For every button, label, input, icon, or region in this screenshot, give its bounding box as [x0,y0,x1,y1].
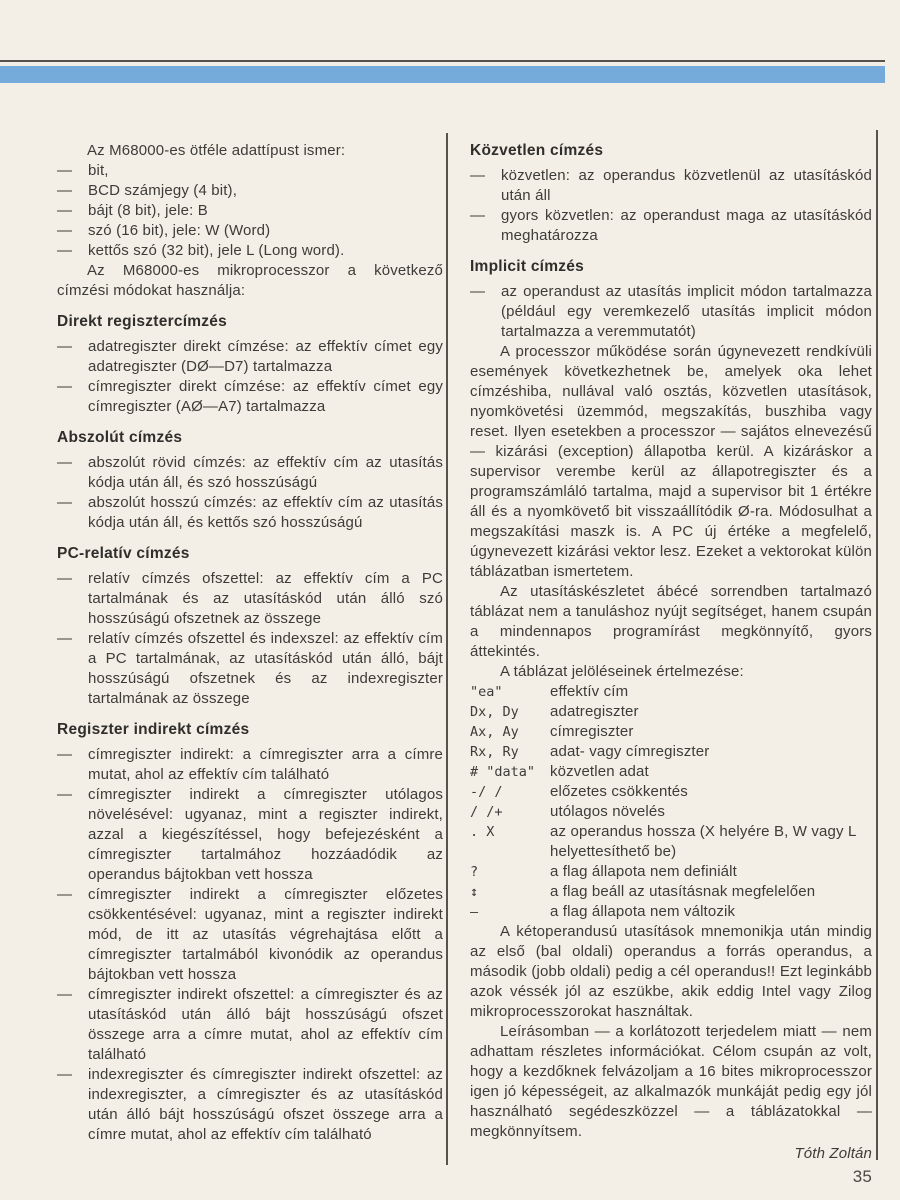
section-heading-abszolut-cimzes: Abszolút címzés [57,429,183,446]
intro-follow: Az M68000-es mikroprocesszor a következő címzési módokat használja: [57,262,443,299]
list-item-text: relatív címzés ofszettel: az effektív cím a PC tartalmának és az utasításkód után álló szó hosszúságú ofszetnek az összege [88,570,443,627]
glossary-symbol: Dx, Dy [470,704,519,720]
list-item [57,201,443,221]
list-item-text: címregiszter indirekt ofszettel: a címregiszter és az utasításkód után álló bájt hosszúságú ofszet összege arra a címre mutat, ahol az effektív cím található [88,986,443,1063]
glossary-meaning: közvetlen adat [550,763,649,780]
section-list [57,453,443,533]
glossary-row [470,882,872,902]
glossary-row [470,782,872,802]
list-item [57,377,443,417]
list-item-text: címregiszter indirekt a címregiszter utólagos növelésével: ugyanaz, mint a regiszter indirekt, azzal a kiegészítéssel, hogy befejezésként a címregiszter tartalmához hozzáadódik az operandus bájtokban vett hossza [88,786,443,883]
glossary-row [470,682,872,702]
dash-marker: — [57,746,73,763]
list-item [57,241,443,261]
glossary-symbol: -/ / [470,784,503,800]
list-item [57,181,443,201]
glossary-meaning: az operandus hossza (X helyére B, W vagy L helyettesíthető be) [550,823,856,860]
list-item-text: címregiszter direkt címzése: az effektív címet egy címregiszter (AØ—A7) tartalmazza [88,378,443,415]
section-heading-pc-relativ-cimzes: PC-relatív címzés [57,545,190,562]
page-number: 35 [852,1167,872,1186]
glossary-meaning: a flag beáll az utasításnak megfelelően [550,883,816,900]
glossary-meaning: előzetes csökkentés [550,783,688,800]
section-list [470,282,872,342]
section-list [470,166,872,246]
glossary-row [470,822,872,862]
list-item-text: gyors közvetlen: az operandust maga az utasításkód meghatározza [501,207,872,244]
glossary-row [470,762,872,782]
dash-marker: — [57,162,73,179]
section-heading-regiszter-indirekt-cimzes: Regiszter indirekt címzés [57,721,250,738]
dash-marker: — [57,202,73,219]
dash-marker: — [57,986,73,1003]
glossary-meaning: címregiszter [550,723,634,740]
list-item [470,206,872,246]
list-item [57,161,443,181]
right-edge-rule [876,130,878,1160]
dash-marker: — [57,886,73,903]
glossary-meaning: a flag állapota nem változik [550,903,736,920]
list-item [57,221,443,241]
glossary-symbol: / /+ [470,804,503,820]
dash-marker: — [470,207,486,224]
top-rule [0,60,885,62]
body-paragraph-operand-order: A kétoperandusú utasítások mnemonikja után mindig az első (bal oldali) operandus a forrás operandus, a második (jobb oldali) pedig a cél operandus!! Ezt leginkább azok véssék jól az eszükbe, akik eddig Intel vagy Zilog mikroprocesszorokat használtak. [470,923,872,1020]
list-item-text: relatív címzés ofszettel és indexszel: az effektív cím a PC tartalmának, az utasításkód után álló, bájt hosszúságú ofszetnek és az indexregiszter tartalmának az összege [88,630,443,707]
list-item [470,282,872,342]
dash-marker: — [57,338,73,355]
list-item [57,885,443,985]
glossary-symbol: Ax, Ay [470,724,519,740]
list-item [57,985,443,1065]
glossary-intro: A táblázat jelöléseinek értelmezése: [500,663,744,680]
list-item [57,745,443,785]
glossary-meaning: effektív cím [550,683,629,700]
header-blue-bar [0,66,885,83]
page-content [57,141,872,1164]
body-paragraph-exceptions: A processzor működése során úgynevezett rendkívüli események következhetnek be, amelyek oka lehet címzéshiba, nullával való osztás, közvetlen utasítások, nyomkövetési üzemmód, megszakítás, buszhiba vagy reset. Ilyen esetekben a processzor — sajátos elnevezésű — kizárási (exception) állapotba kerül. A kizáráskor a supervisor verembe kerül az állapotregiszter és a programszámláló tartalma, majd a supervisor bit 1 értékre áll és a nyomkövető bit visszaállítódik Ø-ra. Módosulhat a megszakítási maszk is. A PC új értéke a megfelelő, úgynevezett kizárási vektor lesz. Ezeket a vektorokat külön táblázatban ismertetem. [470,343,872,580]
dash-marker: — [57,494,73,511]
datatype-list [57,161,443,261]
intro-lead: Az M68000-es ötféle adattípust ismer: [87,142,346,159]
glossary-symbol: . X [470,824,495,840]
list-item-text: címregiszter indirekt a címregiszter előzetes csökkentésével: ugyanaz, mint a regiszter indirekt mód, de itt az utasítás végrehajtása előtt a címregiszter tartalmából kivonódik az operandus bájtokban vett hossza [88,886,443,983]
list-item-text: abszolút hosszú címzés: az effektív cím az utasítás kódja után áll, és kettős szó hosszúságú [88,494,443,531]
glossary-meaning: a flag állapota nem definiált [550,863,737,880]
body-paragraph-closing: Leírásomban — a korlátozott terjedelem miatt — nem adhattam részletes információkat. Célom csupán az volt, hogy a kezdőknek felvázoljam a 16 bites mikroprocesszor igen jó képességeit, az alkalmazók munkáját pedig egy jól használható segédeszközzel — a táblázatokkal — megkönnyítsem. [470,1023,872,1140]
glossary-meaning: utólagos növelés [550,803,665,820]
dash-marker: — [57,378,73,395]
glossary-symbol: ? [470,864,479,880]
dash-marker: — [57,182,73,199]
list-item-text: indexregiszter és címregiszter indirekt ofszettel: az indexregiszter, a címregiszter és az utasításkód után álló bájt hosszúságú ofszet összege arra a címre mutat, ahol az effektív cím található [88,1066,443,1143]
list-item-text: címregiszter indirekt: a címregiszter arra a címre mutat, ahol az effektív cím található [88,746,443,783]
list-item-text: adatregiszter direkt címzése: az effektív címet egy adatregiszter (DØ—D7) tartalmazza [88,338,443,375]
glossary-symbol: ↕ [470,884,479,900]
glossary [470,682,872,922]
section-heading-implicit-cimzes: Implicit címzés [470,258,585,275]
glossary-row [470,742,872,762]
list-item [57,493,443,533]
section-list [57,745,443,1145]
glossary-meaning: adat- vagy címregiszter [550,743,710,760]
list-item [57,629,443,709]
section-list [57,569,443,709]
glossary-row [470,702,872,722]
glossary-symbol: # "data" [470,764,536,780]
list-item [57,1065,443,1145]
glossary-row [470,902,872,922]
list-item-text: bit, [88,162,109,179]
left-column [57,141,443,1164]
glossary-symbol: – [470,904,479,920]
list-item-text: kettős szó (32 bit), jele L (Long word). [88,242,345,259]
body-paragraph-instruction-table: Az utasításkészletet ábécé sorrendben tartalmazó táblázat nem a tanuláshoz nyújt segítséget, hanem csupán a mindennapos programírást megkönnyítő, gyors áttekintés. [470,583,872,660]
section-heading-kozvetlen-cimzes: Közvetlen címzés [470,142,604,159]
dash-marker: — [57,786,73,803]
list-item [470,166,872,206]
dash-marker: — [57,242,73,259]
dash-marker: — [470,283,486,300]
list-item-text: bájt (8 bit), jele: B [88,202,208,219]
dash-marker: — [57,454,73,471]
dash-marker: — [57,222,73,239]
list-item-text: BCD számjegy (4 bit), [88,182,238,199]
list-item-text: közvetlen: az operandus közvetlenül az utasításkód után áll [501,167,872,204]
list-item-text: abszolút rövid címzés: az effektív cím az utasítás kódja után áll, és szó hosszúságú [88,454,443,491]
glossary-row [470,862,872,882]
list-item-text: az operandust az utasítás implicit módon tartalmazza (például egy veremkezelő utasítás implicit módon tartalmazza a veremmutatót) [501,283,872,340]
list-item [57,453,443,493]
dash-marker: — [57,1066,73,1083]
glossary-symbol: "ea" [470,684,503,700]
glossary-symbol: Rx, Ry [470,744,519,760]
section-heading-direkt-regisztercimzes: Direkt regisztercímzés [57,313,228,330]
author-byline: Tóth Zoltán [794,1145,872,1162]
glossary-row [470,802,872,822]
glossary-meaning: adatregiszter [550,703,639,720]
list-item [57,785,443,885]
right-column [470,141,872,1164]
list-item [57,337,443,377]
dash-marker: — [470,167,486,184]
list-item [57,569,443,629]
section-list [57,337,443,417]
dash-marker: — [57,570,73,587]
glossary-row [470,722,872,742]
dash-marker: — [57,630,73,647]
list-item-text: szó (16 bit), jele: W (Word) [88,222,271,239]
